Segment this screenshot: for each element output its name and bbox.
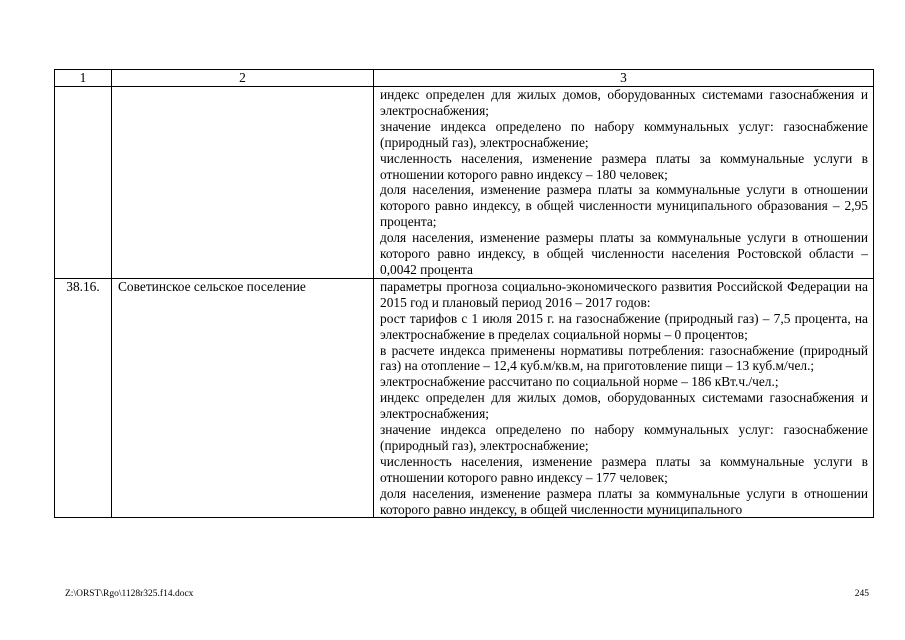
- row-description: [374, 87, 874, 279]
- document-table: [54, 69, 874, 518]
- paragraph: параметры прогноза социально-экономического развития Российской Федерации на 2015 год и плановый период 2016 – 2017 годов:: [380, 278, 868, 310]
- row-number: 38.16.: [55, 278, 112, 518]
- row-number: [55, 87, 112, 279]
- header-col-2: 2: [112, 70, 374, 87]
- row-description: [374, 278, 874, 518]
- paragraph: доля населения, изменение размера платы за коммунальные услуги в отношении которого равно индексу, в общей численности муниципального: [380, 485, 868, 517]
- page-number: 245: [854, 589, 869, 599]
- row-name: Советинское сельское поселение: [112, 278, 374, 518]
- paragraph: рост тарифов с 1 июля 2015 г. на газоснабжение (природный газ) – 7,5 процента, на электроснабжение в пределах социальной нормы – 0 процентов;: [380, 310, 868, 342]
- footer-file-path: Z:\ORST\Rgo\1128r325.f14.docx: [65, 589, 194, 599]
- table-row: [55, 87, 874, 279]
- paragraph: электроснабжение рассчитано по социальной норме – 186 кВт.ч./чел.;: [380, 374, 779, 390]
- table-row: [55, 278, 874, 518]
- paragraph: значение индекса определено по набору коммунальных услуг: газоснабжение (природный газ), электроснабжение;: [380, 118, 868, 150]
- row-name: [112, 87, 374, 279]
- header-col-1: 1: [55, 70, 112, 87]
- table-header-row: [55, 70, 874, 87]
- paragraph: численность населения, изменение размера платы за коммунальные услуги в отношении которого равно индексу – 177 человек;: [380, 453, 868, 485]
- paragraph: доля населения, изменение размера платы за коммунальные услуги в отношении которого равно индексу, в общей численности муниципального образования – 2,95 процента;: [380, 182, 868, 230]
- paragraph: значение индекса определено по набору коммунальных услуг: газоснабжение (природный газ), электроснабжение;: [380, 422, 868, 453]
- paragraph: в расчете индекса применены нормативы потребления: газоснабжение (природный газ) на отопление – 12,4 куб.м/кв.м, на приготовление пищи – 13 куб.м/чел.;: [380, 342, 868, 374]
- paragraph: индекс определен для жилых домов, оборудованных системами газоснабжения и электроснабжения;: [380, 390, 868, 422]
- paragraph: численность населения, изменение размера платы за коммунальные услуги в отношении которого равно индексу – 180 человек;: [380, 150, 868, 182]
- header-col-3: 3: [374, 70, 874, 87]
- paragraph: доля населения, изменение размеры платы за коммунальные услуги в отношении которого равно индексу, в общей численности населения Ростовской области – 0,0042 процента: [380, 230, 868, 277]
- paragraph: индекс определен для жилых домов, оборудованных системами газоснабжения и электроснабжения;: [380, 87, 868, 118]
